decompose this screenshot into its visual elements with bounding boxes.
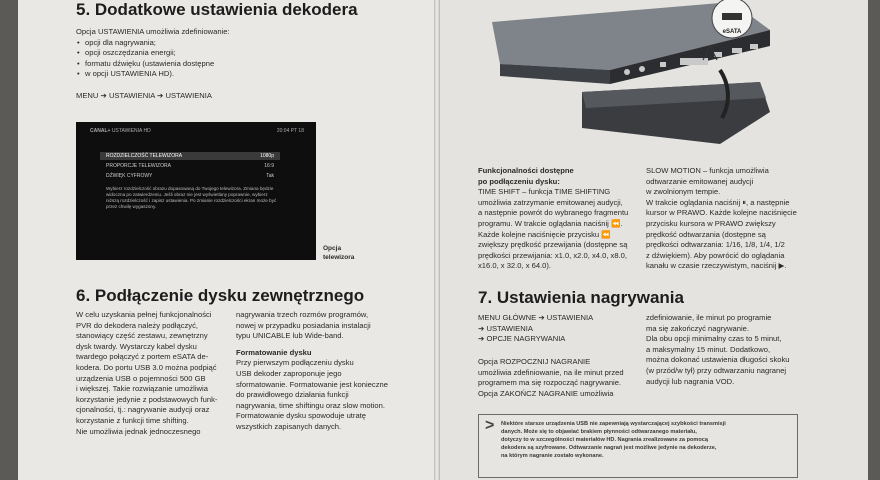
usb-note-box: [478, 414, 798, 478]
list-item: • opcji dla nagrywania;: [85, 38, 296, 49]
section-6-title: 6. Podłączenie dysku zewnętrznego: [76, 286, 365, 305]
list-item: • formatu dźwięku (ustawienia dostępne: [85, 59, 296, 70]
section-5-bullet-list: [76, 38, 296, 80]
format-disk-heading: Formatowanie dysku: [236, 347, 312, 357]
tv-time: 20:04 PT 18: [276, 128, 304, 134]
section-7-menu-path: MENU GŁÓWNE ➔ USTAWIENIA ➔ USTAWIENIA ➔ OPCJE NAGRYWANIA: [478, 313, 594, 344]
list-item: • opcji oszczędzania energii;: [85, 48, 296, 59]
tv-menu-row-aspect: PROPORCJE TELEWIZORA 16:9: [106, 163, 274, 169]
booklet-spine: [434, 0, 440, 480]
tv-header: [90, 128, 304, 134]
tv-menu-row-audio: DŹWIĘK CYFROWY Tak: [106, 173, 274, 179]
section-5-body: [76, 27, 296, 80]
list-item: [85, 69, 296, 80]
tv-caption: Opcja telewizora: [323, 245, 355, 261]
functions-column-2: SLOW MOTION – funkcja umożliwia odtwarzanie emitowanej audycji w zwolnionym tempie. W trakcie oglądania naciśnij ⏸, a następnie kursor w PRAWO. Każde kolejne naciśnięcie przycisku kursora w PRAWO zwiększy prędkość odtwarzania (dostępne są prędkości odtwarzania: 1/16, 1/8, 1/4, 1/2 z dźwiękiem). Aby powrócić do oglądania kanału w czasie rzeczywistym, naciśnij ▶.: [646, 166, 797, 271]
decoder-with-disk-illustration: [470, 0, 780, 150]
tv-description-text: Wybierz rozdzielczość obrazu dopasowaną do Twojego telewizora. Zmiana będzie widoczna po zatwierdzeniu. Jeśli obraz nie jest wyświetlany poprawnie, wybierz niższą rozdzielczość i zapisz ustawienia. Po zmianie rozdzielczości ekran może być przez chwilę wygaszony.: [106, 186, 277, 209]
tv-settings-screenshot: [76, 122, 316, 260]
section-7-column-2: zdefiniowanie, ile minut po programie ma się zakończyć nagrywanie. Dla obu opcji minimalny czas to 5 minut, a maksymalny 15 minut. Dodatkowo, można dokonać ustawienia długości skoku (w przód/w tył) przy odtwarzaniu nagranej audycji lub nagrania VOD.: [646, 313, 790, 386]
usb-note-text: Niektóre starsze urządzenia USB nie zapewniają wystarczającej szybkości transmisji danych. Może się to objawiać brakiem płynności odtwarzanego materiału, dotyczy to w szczególności materiałów HD. Nagrania zrealizowane za pomocą dekodera są szyfrowane. Odtwarzanie nagrań jest możliwe jedynie na dekoderze, na którym nagranie zostało wykonane.: [501, 421, 726, 459]
section-7-column-1: Opcja ROZPOCZNIJ NAGRANIE umożliwia zdefiniowanie, na ile minut przed programem ma się rozpocząć nagrywanie. Opcja ZAKOŃCZ NAGRANIE umożliwia: [478, 357, 624, 398]
tv-brand: CANAL+ USTAWIENIA HD: [90, 128, 151, 134]
functions-column-1: Funkcjonalności dostępne po podłączeniu dysku: TIME SHIFT – funkcja TIME SHIFTING umożliwia zatrzymanie emitowanej audycji, a następnie powrót do wybranego fragmentu programu. W trakcie oglądania naciśnij ⏪. Każde kolejne naciśnięcie przycisku ⏪ zwiększy prędkość przewijania (dostępne są prędkości przewijania: x1.0, x2.0, x4.0, x8.0, x16.0, x 32.0, x 64.0).: [478, 166, 629, 271]
section-5-title: 5. Dodatkowe ustawienia dekodera: [76, 0, 358, 19]
chevron-right-icon: >: [485, 417, 495, 434]
list-item-continuation: w opcji USTAWIENIA HD).: [85, 69, 175, 79]
section-5-menu-path: MENU ➔ USTAWIENIA ➔ USTAWIENIA: [76, 91, 212, 100]
section-6-column-2: nagrywania trzech rozmów programów, nowej w przypadku posiadania instalacji typu UNICABLE lub Wide-band. Formatowanie dysku Przy pierwszym podłączeniu dysku USB dekoder zaproponuje jego sformatowanie. Formatowanie jest konieczne do prawidłowego działania funkcji nagrywania, time shiftingu oraz slow motion. Formatowanie dysku spowoduje utratę wszystkich zapisanych danych.: [236, 310, 411, 433]
section-5-intro: Opcja USTAWIENIA umożliwia zdefiniowanie:: [76, 27, 230, 36]
section-6-column-1: W celu uzyskania pełnej funkcjonalności PVR do dekodera należy podłączyć, stanowiący część zestawu, zewnętrzny dysk twardy. Wystarczy kabel dysku twardego połączyć z portem eSATA de- kodera. Do portu USB 3.0 można podpiąć urządzenia USB o pojemności 500 GB i większej. Takie rozwiązanie umożliwia korzystanie jedynie z podstawowych funk- cjonalności, tj.: nagrywanie audycji oraz korzystanie z funkcji time shifting. Nie umożliwia jednak jednoczesnego: [76, 310, 218, 436]
esata-label: eSATA: [722, 29, 742, 35]
esata-port-icon: [722, 13, 742, 20]
section-7-title: 7. Ustawienia nagrywania: [478, 288, 684, 307]
tv-menu-row-resolution: ROZDZIELCZOŚĆ TELEWIZORA 1080p: [100, 152, 280, 160]
